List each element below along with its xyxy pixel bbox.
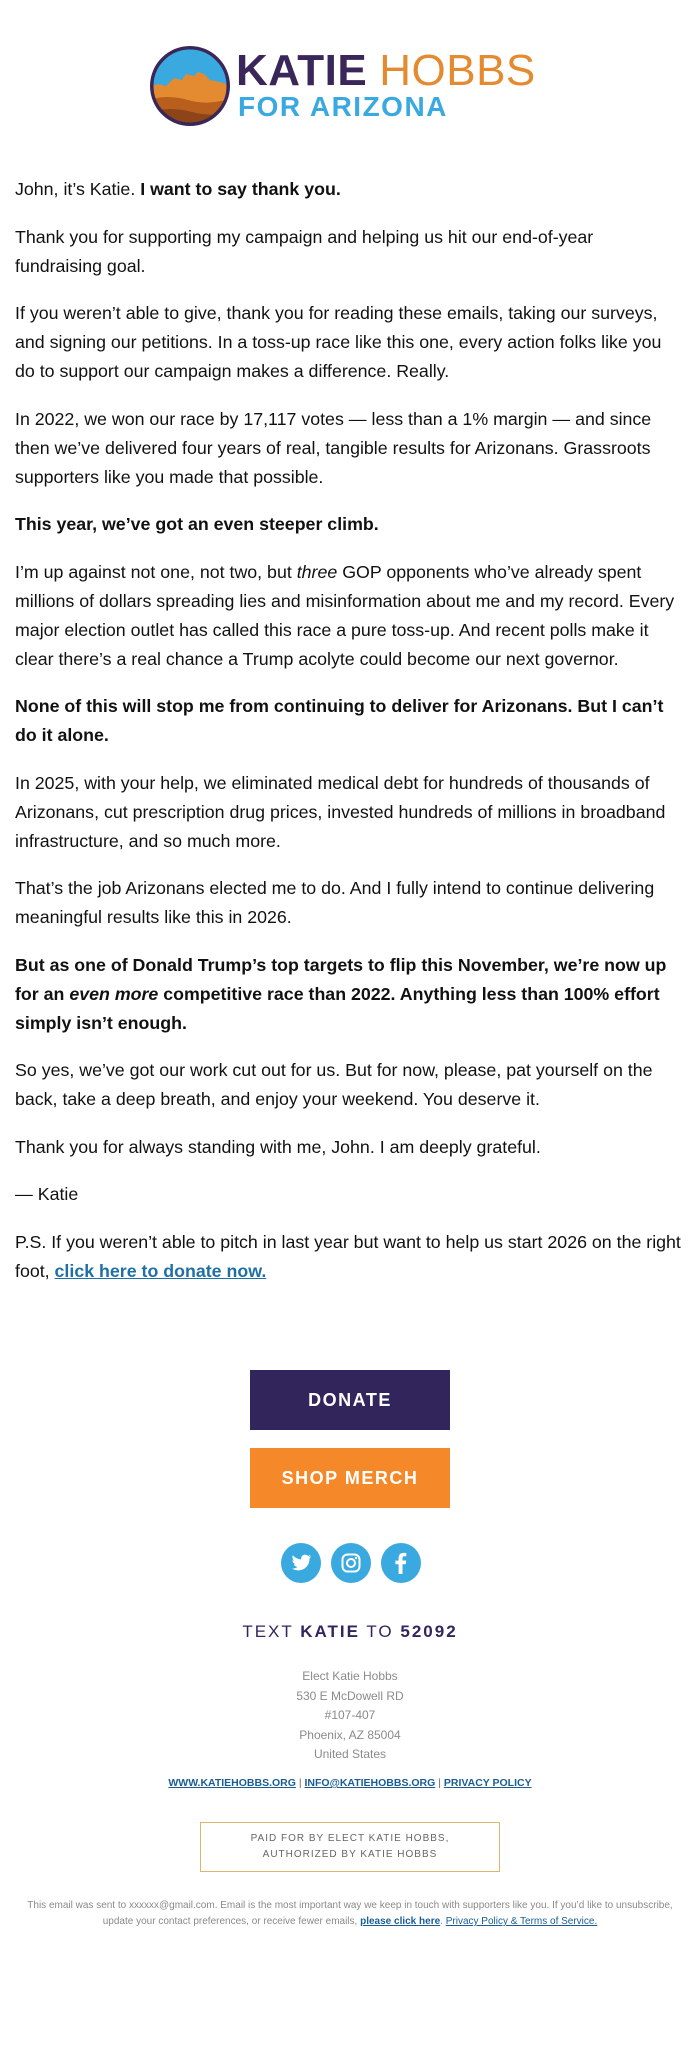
address-line: Elect Katie Hobbs <box>302 1669 398 1683</box>
logo-first-name: KATIE <box>236 46 368 95</box>
email-body <box>15 175 683 1304</box>
paragraph: In 2022, we won our race by 17,117 votes — less than a 1% margin — and since then we’ve delivered four years of real, tangible results for Arizonans. Grassroots supporters like you made that possible. <box>15 408 652 487</box>
terms-link[interactable]: Privacy Policy & Terms of Service. <box>445 1916 598 1927</box>
privacy-policy-link[interactable]: PRIVACY POLICY <box>443 1777 532 1789</box>
greeting-bold: I want to say thank you. <box>140 179 341 199</box>
logo-name <box>236 46 536 96</box>
text-span: GOP opponents who’ve already spent millions of dollars spreading lies and misinformation about me and my record. Every major election outlet has called this race a pure toss-up. And recent polls make it clear there’s a real chance a Trump acolyte could become our next governor. <box>15 561 675 669</box>
website-link[interactable]: WWW.KATIEHOBBS.ORG <box>168 1777 296 1789</box>
paragraph: In 2025, with your help, we eliminated medical debt for hundreds of thousands of Arizonans, cut prescription drug prices, invested hundreds of millions in broadband infrastructure, and so much more. <box>15 772 666 851</box>
paid-for-line: AUTHORIZED BY KATIE HOBBS <box>262 1849 438 1860</box>
disclaimer-text: . <box>440 1916 446 1927</box>
italic-text: three <box>296 561 338 582</box>
address-line: Phoenix, AZ 85004 <box>299 1727 401 1742</box>
donate-link[interactable]: click here to donate now. <box>54 1260 267 1281</box>
mailing-address <box>0 1667 700 1765</box>
paragraph-bold <box>15 510 683 539</box>
text-span: competitive race than 2022. Anything less than 100% effort simply isn’t enough. <box>15 983 660 1033</box>
address-line: United States <box>313 1747 387 1761</box>
address-line: 530 E McDowell RD <box>296 1688 404 1703</box>
paragraph <box>15 558 683 674</box>
text-number: 52092 <box>400 1622 458 1641</box>
instagram-icon[interactable] <box>331 1543 371 1583</box>
greeting-text: John, it’s Katie. <box>15 179 141 199</box>
paid-for-line: PAID FOR BY ELECT KATIE HOBBS, <box>250 1833 450 1844</box>
paragraph: Thank you for always standing with me, John. I am deeply grateful. <box>15 1136 541 1157</box>
shop-merch-button[interactable]: SHOP MERCH <box>250 1448 450 1508</box>
text-keyword: KATIE <box>300 1622 360 1641</box>
campaign-logo <box>148 44 568 130</box>
bold-text: This year, we’ve got an even steeper climb. <box>15 514 379 534</box>
bold-text <box>15 955 666 1033</box>
paragraph: That’s the job Arizonans elected me to do. And I fully intend to continue delivering meaningful results like this in 2026. <box>15 878 655 927</box>
postscript-text: P.S. If you weren’t able to pitch in last year but want to help us start 2026 on the right foot, <box>15 1231 681 1281</box>
bold-text: None of this will stop me from continuing to deliver for Arizonans. But I can’t do it alone. <box>15 696 664 745</box>
email-disclaimer <box>22 1898 678 1930</box>
postscript <box>15 1228 683 1286</box>
text-middle: TO <box>359 1622 401 1641</box>
disclaimer-text: This email was sent to xxxxxx@gmail.com. Email is the most important way we keep in touch with supporters like you. If you’d like to unsubscribe, update your contact preferences, or receive fewer emails, <box>27 1900 673 1927</box>
donate-button[interactable]: DONATE <box>250 1370 450 1430</box>
text-prefix: TEXT <box>242 1622 301 1641</box>
link-separator: | <box>438 1777 441 1789</box>
footer-links <box>0 1777 700 1789</box>
logo-last-name: HOBBS <box>379 46 536 95</box>
address-line: #107-407 <box>324 1708 376 1722</box>
logo-tagline: FOR ARIZONA <box>238 91 448 122</box>
paragraph-greeting <box>15 175 683 204</box>
twitter-icon[interactable] <box>281 1543 321 1583</box>
signature: — Katie <box>15 1184 79 1204</box>
paragraph-bold <box>15 692 683 750</box>
text-to-join <box>0 1622 700 1642</box>
paragraph-bold <box>15 951 683 1038</box>
text-span: But as one of Donald Trump’s top targets to flip this November, we’re now up for an <box>15 954 667 1004</box>
paragraph: If you weren’t able to give, thank you for reading these emails, taking our surveys, and signing our petitions. In a toss-up race like this one, every action folks like you do to support our campaign makes a difference. Really. <box>15 303 662 381</box>
link-separator: | <box>298 1777 302 1789</box>
text-span: I’m up against not one, not two, but <box>15 561 297 582</box>
email-link[interactable]: INFO@KATIEHOBBS.ORG <box>304 1777 436 1789</box>
arizona-landscape-icon <box>148 44 232 128</box>
italic-text: even more <box>69 983 159 1004</box>
paragraph: So yes, we’ve got our work cut out for us. But for now, please, pat yourself on the back, take a deep breath, and enjoy your weekend. You deserve it. <box>15 1060 653 1109</box>
paragraph: Thank you for supporting my campaign and helping us hit our end-of-year fundraising goal. <box>15 226 594 276</box>
unsubscribe-link[interactable]: please click here <box>360 1916 441 1927</box>
facebook-icon[interactable] <box>381 1543 421 1583</box>
paid-for-disclaimer <box>200 1822 500 1872</box>
